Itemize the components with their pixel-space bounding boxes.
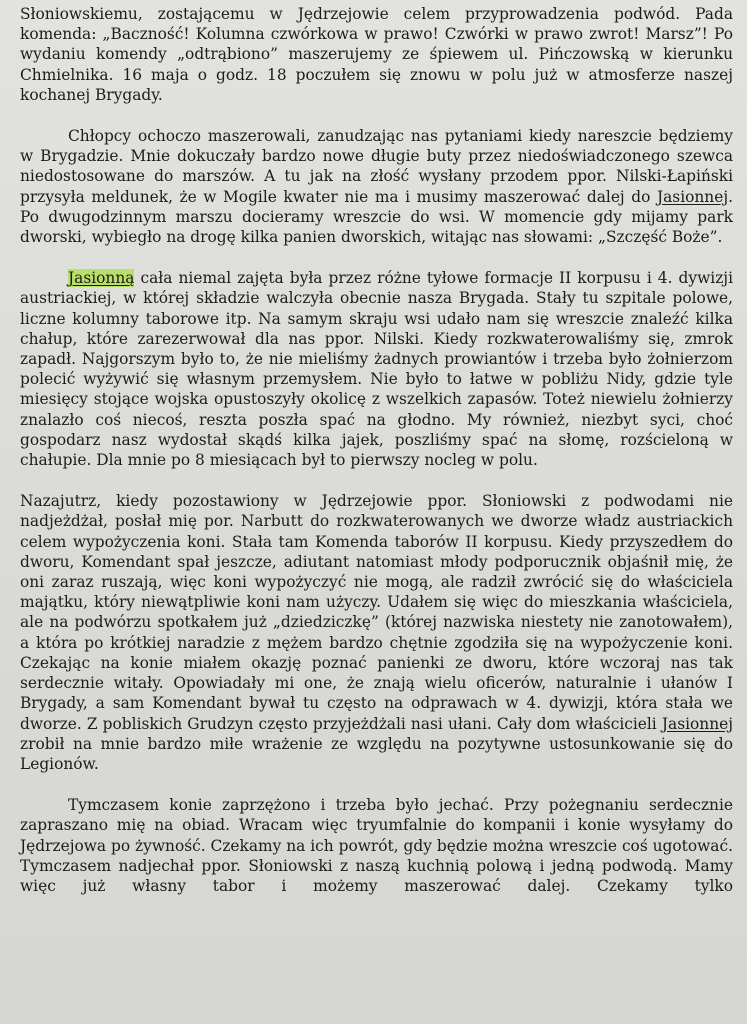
paragraph-1 <box>20 4 733 105</box>
highlighted-place-name: Jasionną <box>68 269 135 288</box>
paragraph-gap <box>20 774 733 795</box>
text-segment: Chłopcy ochoczo maszerowali, zanudzając nas pytaniami kiedy nareszcie będziemy w Brygadzie. Mnie dokuczały bardzo nowe długie buty przez niedoświadczonego szewca niedostosowane do marszów. A tu jak na złość wysłany przodem ppor. Nilski-Łapiński przysyła meldunek, że w Mogile kwater nie ma i musimy maszerować dalej do <box>20 127 733 206</box>
text-segment: . Po dwugodzinnym marszu docieramy wreszcie do wsi. W momencie gdy mijamy park dworski, wybiegło na drogę kilka panien dworskich, witając nas słowami: „Szczęść Boże”. <box>20 187 733 247</box>
paragraph-gap <box>20 470 733 491</box>
text-segment: Tymczasem konie zaprzężono i trzeba było jechać. Przy pożegnaniu serdecznie zapraszano mię na obiad. Wracam więc tryumfalnie do kompanii i konie wysyłamy do Jędrzejowa po żywność. Czekamy na ich powrót, gdy będzie można wreszcie coś ugotować. Tymczasem nadjechał ppor. Słoniowski z naszą kuchnią polową i jedną podwodą. Mamy więc już własny tabor i możemy maszerować dalej. Czekamy tylko <box>20 796 733 895</box>
paragraph-2 <box>20 126 733 247</box>
text-segment: Słoniowskiemu, zostającemu w Jędrzejowie celem przyprowadzenia podwód. Pada komenda: „Baczność! Kolumna czwórkowa w prawo! Czwórki w prawo zwrot! Marsz”! Po wydaniu komendy „odtrąbiono” maszerujemy ze śpiewem ul. Pińczowską w kierunku Chmielnika. 16 maja o godz. 18 poczułem się znowu w polu już w atmosferze naszej kochanej Brygady. <box>20 5 733 104</box>
text-segment: cała niemal zajęta była przez różne tyłowe formacje II korpusu i 4. dywizji austriackiej, w której składzie walczyła obecnie nasza Brygada. Stały tu szpitale polowe, liczne kolumny taborowe itp. Na samym skraju wsi udało nam się wreszcie znaleźć kilka chałup, które zarezerwował dla nas ppor. Nilski. Kiedy rozkwaterowaliśmy się, zmrok zapadł. Najgorszym było to, że nie mieliśmy żadnych prowiantów i trzeba było żołnierzom polecić wyżywić się własnym przemysłem. Nie było to łatwe w pobliżu Nidy, gdzie tyle miesięcy stojące wojska opustoszyły okolicę z wszelkich zapasów. Toteż niewielu żołnierzy znalazło coś niecoś, reszta poszła spać na głodno. My również, niezbyt syci, choć gospodarz nasz wydostał skądś kilka jajek, poszliśmy spać na słomę, rozścieloną w chałupie. Dla mnie po 8 miesiącach był to pierwszy nocleg w polu. <box>20 269 733 470</box>
underlined-place-name: Jasionnej <box>656 187 729 206</box>
text-segment: Nazajutrz, kiedy pozostawiony w Jędrzejowie ppor. Słoniowski z podwodami nie nadjeżdżał, posłał mię por. Narbutt do rozkwaterowanych we dworze władz austriackich celem wypożyczenia koni. Stała tam Komenda taborów II korpusu. Kiedy przyszedłem do dworu, Komendant spał jeszcze, adiutant natomiast młody podporucznik objaśnił mię, że oni zaraz ruszają, więc koni wypożyczyć nie mogą, ale radził zwrócić się do właściciela majątku, który niewątpliwie koni nam użyczy. Udałem się więc do mieszkania właściciela, ale na podwórzu spotkałem już „dziedziczkę” (której nazwiska niestety nie zanotowałem), a która po krótkiej naradzie z mężem bardzo chętnie zgodziła się na wypożyczenie koni. Czekając na konie miałem okazję poznać panienki ze dworu, które wczoraj nas tak serdecznie witały. Opowiadały mi one, że znają wielu oficerów, naturalnie i ułanów I Brygady, a sam Komendant bywał tu często na odprawach w 4. dywizji, która stała we dworze. Z pobliskich Grudzyn często przyjeżdżali nasi ułani. Cały dom właścicieli <box>20 492 733 733</box>
paragraph-gap <box>20 105 733 126</box>
underlined-place-name: Jasionnej <box>661 714 733 733</box>
text-segment: zrobił na mnie bardzo miłe wrażenie ze względu na pozytywne ustosunkowanie się do Legionów. <box>20 734 733 773</box>
paragraph-3 <box>20 268 733 470</box>
paragraph-5 <box>20 795 733 896</box>
paragraph-4 <box>20 491 733 774</box>
paragraph-gap <box>20 247 733 268</box>
